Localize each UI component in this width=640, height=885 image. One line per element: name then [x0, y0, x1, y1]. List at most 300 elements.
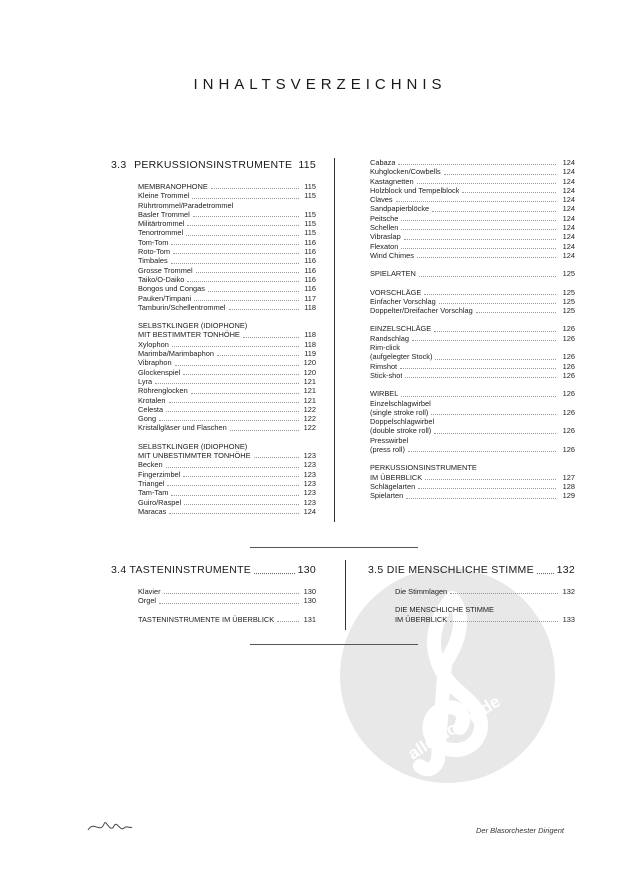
- dot-leader: [425, 473, 556, 480]
- toc-entry[interactable]: [370, 306, 575, 315]
- toc-entry[interactable]: [138, 386, 316, 395]
- toc-entry-page: 128: [562, 481, 575, 491]
- toc-entry-page: 117: [304, 293, 316, 303]
- toc-entry-label: SELBSTKLINGER (IDIOPHONE): [138, 441, 248, 451]
- toc-entry-label: Kleine Trommel: [138, 191, 190, 201]
- dot-leader: [437, 417, 556, 424]
- toc-entry-label: Cabaza: [370, 158, 396, 167]
- toc-entry[interactable]: [138, 182, 316, 191]
- toc-entry[interactable]: [370, 186, 575, 195]
- toc-group: [370, 158, 575, 260]
- toc-groups: [111, 182, 316, 516]
- toc-groups: [370, 158, 575, 501]
- toc-entry[interactable]: [370, 491, 575, 500]
- toc-group: [138, 321, 316, 433]
- toc-entry[interactable]: [138, 303, 316, 312]
- toc-entry[interactable]: [138, 284, 316, 293]
- dot-leader: [480, 463, 556, 470]
- dot-leader: [406, 491, 556, 498]
- dot-leader: [424, 288, 556, 295]
- toc-entry-label: Krotalen: [138, 395, 166, 405]
- toc-entry[interactable]: [370, 167, 575, 176]
- toc-entry-label: Wind Chimes: [370, 250, 414, 260]
- signature-icon: [86, 816, 134, 838]
- toc-group: [370, 389, 575, 454]
- toc-entry[interactable]: [138, 405, 316, 414]
- toc-entry-label: IM ÜBERBLICK: [395, 614, 448, 624]
- column-divider: [345, 560, 346, 630]
- toc-entry-label: MIT BESTIMMTER TONHÖHE: [138, 330, 240, 340]
- dot-leader: [159, 414, 299, 421]
- toc-entry-label: Kuhglocken/Cowbells: [370, 167, 441, 177]
- toc-entry-label: VORSCHLÄGE: [370, 287, 422, 297]
- toc-entry[interactable]: [370, 324, 575, 333]
- dot-leader: [432, 204, 556, 211]
- toc-entry-label: Guiro/Raspel: [138, 497, 182, 507]
- toc-entry[interactable]: [138, 596, 316, 605]
- toc-entry-page: 124: [562, 223, 575, 233]
- toc-entry-label: Vibraslap: [370, 232, 401, 242]
- toc-entry-label: Holzblock und Tempelblock: [370, 185, 460, 195]
- toc-entry[interactable]: [370, 343, 575, 352]
- toc-group: [370, 269, 575, 278]
- toc-entry[interactable]: [370, 389, 575, 398]
- dot-leader: [186, 228, 299, 235]
- toc-entry[interactable]: [138, 228, 316, 237]
- toc-entry-page: 123: [303, 451, 316, 461]
- toc-entry-label: (aufgelegter Stock): [370, 352, 433, 362]
- section-page: 115: [298, 159, 316, 171]
- dot-leader: [434, 324, 556, 331]
- toc-entry-label: WIRBEL: [370, 389, 399, 399]
- toc-entry-label: Taiko/O-Daiko: [138, 274, 185, 284]
- dot-leader: [403, 343, 556, 350]
- toc-entry[interactable]: [370, 288, 575, 297]
- dot-leader: [171, 256, 299, 263]
- dot-leader: [450, 587, 558, 594]
- dot-leader: [417, 177, 556, 184]
- dot-leader: [408, 445, 556, 452]
- toc-entry-page: 133: [562, 614, 575, 624]
- toc-group: [395, 605, 575, 624]
- toc-entry[interactable]: [395, 587, 575, 596]
- toc-entry-label: Grosse Trommel: [138, 265, 193, 275]
- dot-leader: [155, 377, 299, 384]
- toc-entry-page: 125: [562, 296, 575, 306]
- toc-entry-label: Rimshot: [370, 361, 398, 371]
- toc-entry[interactable]: [370, 399, 575, 408]
- toc-entry[interactable]: [138, 368, 316, 377]
- toc-entry-label: Glockenspiel: [138, 367, 181, 377]
- toc-entry-label: Becken: [138, 460, 163, 470]
- dot-leader: [417, 251, 556, 258]
- dot-leader: [398, 158, 556, 165]
- toc-entry-page: 124: [562, 204, 575, 214]
- toc-entry[interactable]: [138, 358, 316, 367]
- toc-entry[interactable]: [138, 451, 316, 460]
- toc-entry[interactable]: [138, 275, 316, 284]
- toc-entry-label: Spielarten: [370, 491, 404, 501]
- toc-entry-label: Roto-Tom: [138, 247, 171, 257]
- toc-entry[interactable]: [138, 442, 316, 451]
- toc-entry-page: [559, 343, 575, 352]
- toc-entry-label: Gong: [138, 414, 157, 424]
- toc-entry-page: 120: [303, 367, 316, 377]
- dot-leader: [254, 451, 299, 458]
- section-title: PERKUSSIONSINSTRUMENTE: [134, 159, 293, 171]
- toc-entry-label: Basler Trommel: [138, 209, 190, 219]
- toc-entry-page: 118: [304, 302, 316, 312]
- dot-leader: [439, 297, 556, 304]
- toc-entry-label: Einzelschlagwirbel: [370, 398, 431, 408]
- toc-entry[interactable]: [138, 470, 316, 479]
- dot-leader: [164, 587, 299, 594]
- toc-entry[interactable]: [370, 408, 575, 417]
- toc-entry-page: [559, 436, 575, 445]
- toc-entry-page: 129: [562, 491, 575, 501]
- toc-entry-label: (double stroke roll): [370, 426, 432, 436]
- toc-entry[interactable]: [370, 362, 575, 371]
- toc-entry-label: Rührtrommel/Paradetrommel: [138, 200, 234, 210]
- toc-entry-page: 121: [303, 376, 316, 386]
- toc-entry-page: 126: [562, 333, 575, 343]
- dot-leader: [537, 563, 554, 574]
- toc-entry-page: 124: [303, 506, 316, 516]
- toc-entry[interactable]: [138, 191, 316, 200]
- toc-entry-label: Bongos und Congas: [138, 284, 205, 294]
- dot-leader: [192, 191, 299, 198]
- page-title: INHALTSVERZEICHNIS: [193, 76, 447, 93]
- dot-leader: [243, 330, 299, 337]
- dot-leader: [401, 214, 556, 221]
- dot-leader: [396, 195, 556, 202]
- toc-entry[interactable]: [370, 417, 575, 426]
- toc-entry[interactable]: [370, 251, 575, 260]
- toc-entry-label: SELBSTKLINGER (IDIOPHONE): [138, 321, 248, 331]
- dot-leader: [405, 371, 556, 378]
- dot-leader: [431, 408, 556, 415]
- toc-entry-page: 124: [562, 167, 575, 177]
- toc-entry-label: Röhrenglocken: [138, 386, 188, 396]
- toc-entry[interactable]: [138, 587, 316, 596]
- toc-entry-page: 123: [303, 497, 316, 507]
- dot-leader: [497, 605, 558, 612]
- toc-entry-label: Peitsche: [370, 213, 399, 223]
- dot-leader: [183, 368, 299, 375]
- toc-entry-page: 126: [562, 361, 575, 371]
- dot-leader: [169, 507, 299, 514]
- toc-entry-label: Einfacher Vorschlag: [370, 296, 436, 306]
- toc-entry-page: 115: [304, 219, 316, 229]
- toc-entry-label: Maracas: [138, 506, 167, 516]
- dot-leader: [187, 219, 299, 226]
- toc-entry[interactable]: [138, 210, 316, 219]
- toc-group: [370, 463, 575, 500]
- toc-entry-label: SPIELARTEN: [370, 269, 416, 279]
- toc-entry[interactable]: [138, 479, 316, 488]
- toc-entry-page: 131: [303, 614, 316, 624]
- toc-entry[interactable]: [370, 463, 575, 472]
- toc-entry-label: Fingerzimbel: [138, 469, 181, 479]
- toc-entry[interactable]: [138, 396, 316, 405]
- toc-entry[interactable]: [395, 615, 575, 624]
- toc-entry-page: [559, 399, 575, 408]
- dot-leader: [166, 405, 299, 412]
- dot-leader: [412, 334, 556, 341]
- toc-entry-page: 118: [304, 330, 316, 340]
- toc-entry-page: 121: [303, 395, 316, 405]
- toc-entry-label: Orgel: [138, 596, 157, 606]
- toc-entry-label: TASTENINSTRUMENTE IM ÜBERBLICK: [138, 614, 275, 624]
- toc-entry[interactable]: [395, 605, 575, 614]
- toc-entry[interactable]: [370, 158, 575, 167]
- toc-entry-label: Randschlag: [370, 333, 410, 343]
- toc-entry-label: Doppelschlagwirbel: [370, 417, 435, 427]
- toc-entry-page: 122: [303, 414, 316, 424]
- toc-entry-page: [302, 201, 316, 210]
- toc-entry-label: Rim-click: [370, 343, 400, 353]
- dot-leader: [229, 303, 300, 310]
- dot-leader: [194, 294, 299, 301]
- toc-group: [138, 442, 316, 516]
- toc-entry-label: Militärtrommel: [138, 219, 185, 229]
- toc-entry-page: 124: [562, 232, 575, 242]
- toc-entry-label: Kristallgläser und Flaschen: [138, 423, 227, 433]
- toc-entry-page: 116: [304, 247, 316, 257]
- toc-entry-page: 118: [304, 339, 316, 349]
- toc-entry[interactable]: [138, 377, 316, 386]
- dot-leader: [230, 423, 299, 430]
- toc-entry-page: 124: [562, 250, 575, 260]
- toc-entry-label: Stick-shot: [370, 370, 403, 380]
- toc-entry-label: Presswirbel: [370, 435, 409, 445]
- toc-entry-page: 116: [304, 237, 316, 247]
- toc-entry[interactable]: [370, 242, 575, 251]
- dot-leader: [159, 596, 299, 603]
- dot-leader: [254, 563, 294, 574]
- dot-leader: [462, 186, 556, 193]
- toc-entry-label: Sandpapierblöcke: [370, 204, 430, 214]
- toc-entry[interactable]: [138, 321, 316, 330]
- toc-entry[interactable]: [138, 488, 316, 497]
- toc-group: [370, 324, 575, 380]
- toc-entry-page: [559, 463, 575, 472]
- section-page: 132: [556, 564, 575, 576]
- toc-entry[interactable]: [138, 507, 316, 516]
- toc-entry-label: IM ÜBERBLICK: [370, 472, 423, 482]
- toc-group: [138, 182, 316, 312]
- toc-entry-label: Flexaton: [370, 241, 399, 251]
- dot-leader: [171, 488, 299, 495]
- toc-entry[interactable]: [138, 414, 316, 423]
- toc-entry[interactable]: [138, 340, 316, 349]
- toc-entry-page: 126: [562, 445, 575, 455]
- toc-entry-page: 124: [562, 213, 575, 223]
- dot-leader: [166, 460, 299, 467]
- toc-entry-label: Tamburin/Schellentrommel: [138, 302, 226, 312]
- toc-entry-page: 126: [562, 324, 575, 334]
- toc-entry-page: 126: [562, 370, 575, 380]
- toc-entry-label: Celesta: [138, 404, 164, 414]
- toc-entry-page: [561, 605, 575, 614]
- toc-entry-page: 130: [303, 596, 316, 606]
- toc-entry[interactable]: [370, 297, 575, 306]
- dot-leader: [173, 247, 299, 254]
- toc-entry-page: 116: [304, 256, 316, 266]
- toc-entry-page: 116: [304, 265, 316, 275]
- dot-leader: [171, 238, 299, 245]
- section-title: 3.4 TASTENINSTRUMENTE: [111, 564, 252, 576]
- dot-leader: [401, 389, 556, 396]
- toc-entry-page: 125: [562, 287, 575, 297]
- toc-entry[interactable]: [370, 482, 575, 491]
- toc-entry[interactable]: [370, 445, 575, 454]
- toc-entry-label: Marimba/Marimbaphon: [138, 349, 214, 359]
- toc-entry-page: 116: [304, 284, 316, 294]
- toc-entry[interactable]: [138, 201, 316, 210]
- toc-entry-label: Claves: [370, 195, 393, 205]
- toc-entry-label: Tam-Tam: [138, 488, 169, 498]
- toc-entry[interactable]: [138, 330, 316, 339]
- toc-entry[interactable]: [370, 473, 575, 482]
- toc-entry-page: 126: [562, 352, 575, 362]
- dot-leader: [184, 498, 299, 505]
- dot-leader: [187, 275, 299, 282]
- toc-entry-label: Xylophon: [138, 339, 169, 349]
- toc-entry-page: 132: [562, 587, 575, 596]
- toc-entry-label: Klavier: [138, 587, 161, 596]
- section-heading-3-5[interactable]: [368, 563, 575, 577]
- dot-leader: [193, 210, 299, 217]
- toc-entry[interactable]: [138, 615, 316, 624]
- watermark-text: alle-noten.de: [404, 691, 504, 764]
- toc-entry[interactable]: [370, 204, 575, 213]
- toc-entry[interactable]: [370, 426, 575, 435]
- toc-entry-page: 122: [303, 423, 316, 433]
- dot-leader: [175, 358, 299, 365]
- toc-entry[interactable]: [370, 214, 575, 223]
- toc-entry-label: MEMBRANOPHONE: [138, 182, 208, 191]
- toc-entry-page: 120: [303, 358, 316, 368]
- toc-entry-label: Doppelter/Dreifacher Vorschlag: [370, 306, 473, 316]
- dot-leader: [167, 479, 299, 486]
- toc-entry-label: Tom-Tom: [138, 237, 169, 247]
- dot-leader: [236, 201, 299, 208]
- section-3-5: [368, 563, 575, 624]
- dot-leader: [277, 615, 299, 622]
- toc-entry[interactable]: [370, 223, 575, 232]
- toc-entry-page: 115: [304, 209, 316, 219]
- toc-entry-label: Schlägelarten: [370, 481, 416, 491]
- dot-leader: [183, 470, 299, 477]
- dot-leader: [434, 426, 556, 433]
- toc-entry-page: 124: [562, 195, 575, 205]
- toc-entry-page: 125: [562, 306, 575, 316]
- toc-entry[interactable]: [370, 436, 575, 445]
- dot-leader: [401, 223, 556, 230]
- toc-entry[interactable]: [370, 195, 575, 204]
- dot-leader: [191, 386, 299, 393]
- toc-entry-label: Kastagnetten: [370, 176, 414, 186]
- toc-group: [370, 288, 575, 316]
- toc-entry[interactable]: [370, 232, 575, 241]
- toc-entry-label: (single stroke roll): [370, 407, 429, 417]
- toc-entry[interactable]: [138, 460, 316, 469]
- toc-entry[interactable]: [138, 423, 316, 432]
- toc-entry-page: 123: [303, 469, 316, 479]
- toc-column-right: [370, 158, 575, 510]
- dot-leader: [418, 482, 556, 489]
- dot-leader: [401, 242, 556, 249]
- toc-entry-label: Schellen: [370, 223, 399, 233]
- toc-entry[interactable]: [138, 294, 316, 303]
- toc-entry[interactable]: [138, 266, 316, 275]
- section-heading-3-3[interactable]: [111, 158, 316, 172]
- footer-book-title: Der Blasorchester Dirigent: [476, 826, 564, 835]
- section-page: 130: [297, 564, 316, 576]
- toc-entry-page: 123: [303, 460, 316, 470]
- toc-group: [138, 587, 316, 606]
- toc-entry[interactable]: [138, 247, 316, 256]
- toc-entry[interactable]: [370, 334, 575, 343]
- toc-entry-page: [559, 417, 575, 426]
- toc-entry-page: 126: [562, 407, 575, 417]
- toc-entry-page: 115: [304, 228, 316, 238]
- toc-entry-page: [302, 321, 316, 330]
- separator-line: [250, 547, 418, 548]
- dot-leader: [404, 232, 556, 239]
- toc-entry[interactable]: [138, 256, 316, 265]
- toc-group: [138, 615, 316, 624]
- toc-entry-page: 122: [303, 404, 316, 414]
- toc-entry[interactable]: [138, 219, 316, 228]
- section-heading-3-4[interactable]: [111, 563, 316, 577]
- dot-leader: [250, 321, 299, 328]
- dot-leader: [435, 352, 556, 359]
- toc-entry-page: 123: [303, 488, 316, 498]
- toc-entry-label: MIT UNBESTIMMTER TONHÖHE: [138, 451, 251, 461]
- dot-leader: [169, 396, 299, 403]
- dot-leader: [400, 362, 556, 369]
- section-3-4: [111, 563, 316, 624]
- toc-entry[interactable]: [138, 498, 316, 507]
- toc-entry-page: 126: [562, 389, 575, 399]
- section-title: 3.5 DIE MENSCHLICHE STIMME: [368, 564, 534, 576]
- toc-entry-label: PERKUSSIONSINSTRUMENTE: [370, 463, 477, 473]
- toc-entry-page: 115: [304, 191, 316, 201]
- toc-entry-page: 119: [304, 349, 316, 359]
- toc-entry-page: 124: [562, 176, 575, 186]
- toc-entry-label: Timbales: [138, 256, 168, 266]
- dot-leader: [172, 340, 299, 347]
- toc-entry-page: 124: [562, 158, 575, 167]
- toc-entry-label: Vibraphon: [138, 358, 172, 368]
- toc-entry[interactable]: [138, 238, 316, 247]
- toc-entry[interactable]: [370, 352, 575, 361]
- toc-entry-page: 124: [562, 185, 575, 195]
- toc-entry[interactable]: [370, 269, 575, 278]
- dot-leader: [196, 266, 299, 273]
- toc-entry-page: 116: [304, 274, 316, 284]
- toc-entry-page: 123: [303, 478, 316, 488]
- toc-entry-page: [302, 442, 316, 451]
- toc-entry-page: 121: [303, 386, 316, 396]
- toc-entry[interactable]: [370, 371, 575, 380]
- toc-entry-label: Lyra: [138, 376, 153, 386]
- toc-entry[interactable]: [370, 177, 575, 186]
- dot-leader: [419, 269, 556, 276]
- toc-entry[interactable]: [138, 349, 316, 358]
